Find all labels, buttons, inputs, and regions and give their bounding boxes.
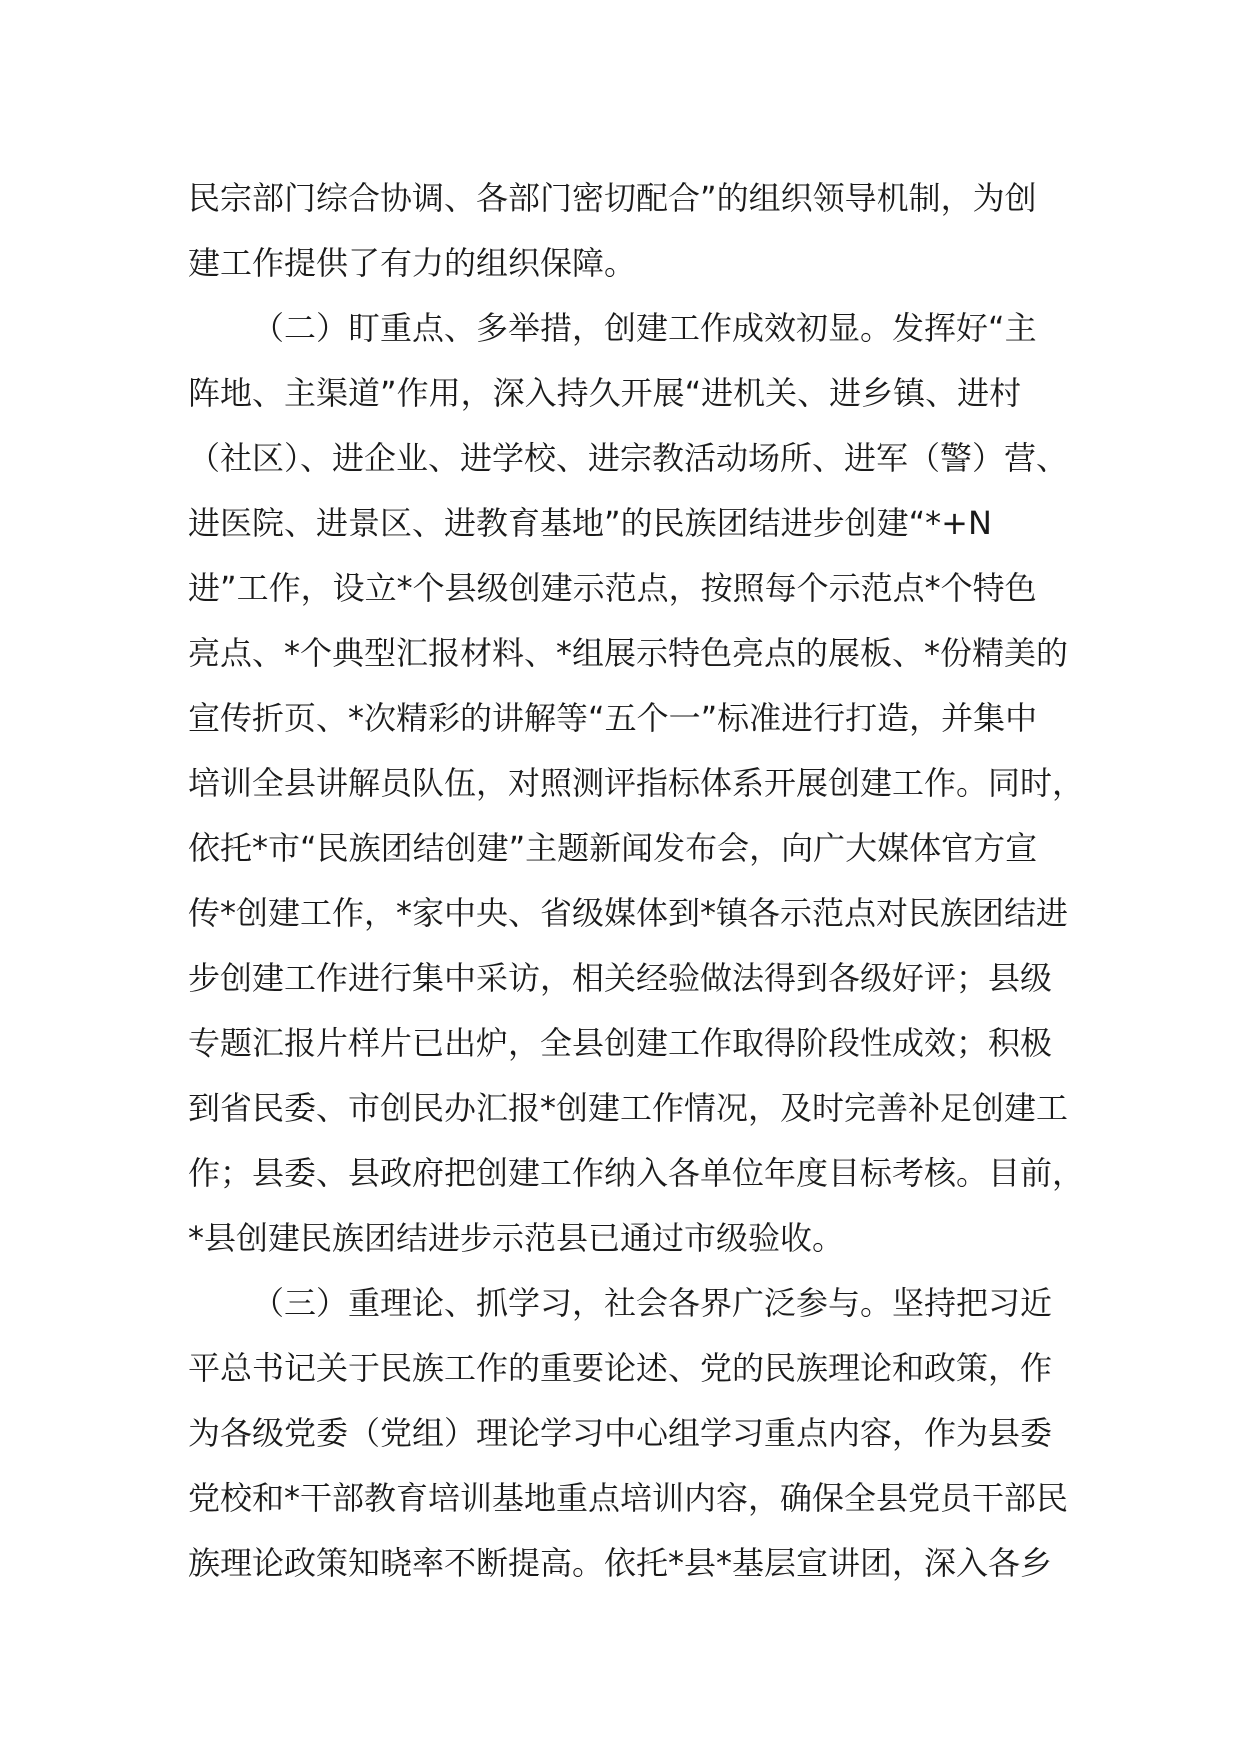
text-line: 族理论政策知晓率不断提高。依托*县*基层宣讲团，深入各乡 <box>188 1544 1053 1582</box>
text-line: 建工作提供了有力的组织保障。 <box>188 244 637 282</box>
text-line: 宣传折页、*次精彩的讲解等“五个一”标准进行打造，并集中 <box>188 699 1038 737</box>
paragraph-heading-line: （三）重理论、抓学习，社会各界广泛参与。坚持把习近 <box>252 1284 1053 1322</box>
text-line: 平总书记关于民族工作的重要论述、党的民族理论和政策，作 <box>188 1349 1053 1387</box>
document-body <box>188 166 1085 1596</box>
text-line: 进医院、进景区、进教育基地”的民族团结进步创建“*+N <box>188 504 992 542</box>
text-line: 步创建工作进行集中采访，相关经验做法得到各级好评；县级 <box>188 959 1053 997</box>
text-line: 亮点、*个典型汇报材料、*组展示特色亮点的展板、*份精美的 <box>188 634 1069 672</box>
text-line: 作；县委、县政府把创建工作纳入各单位年度目标考核。目前， <box>188 1154 1085 1192</box>
text-line: 培训全县讲解员队伍，对照测评指标体系开展创建工作。同时， <box>188 764 1085 802</box>
text-line: （社区）、进企业、进学校、进宗教活动场所、进军（警）营、 <box>188 439 1069 477</box>
text-line: 阵地、主渠道”作用，深入持久开展“进机关、进乡镇、进村 <box>188 374 1022 412</box>
text-line: 传*创建工作，*家中央、省级媒体到*镇各示范点对民族团结进 <box>188 894 1069 932</box>
text-line: 为各级党委（党组）理论学习中心组学习重点内容，作为县委 <box>188 1414 1053 1452</box>
text-line: 党校和*干部教育培训基地重点培训内容，确保全县党员干部民 <box>188 1479 1069 1517</box>
text-line: 专题汇报片样片已出炉，全县创建工作取得阶段性成效；积极 <box>188 1024 1053 1062</box>
text-line: 依托*市“民族团结创建”主题新闻发布会，向广大媒体官方宣 <box>188 829 1038 867</box>
text-line: 进”工作，设立*个县级创建示范点，按照每个示范点*个特色 <box>188 569 1037 607</box>
text-line: 到省民委、市创民办汇报*创建工作情况，及时完善补足创建工 <box>188 1089 1069 1127</box>
paragraph-heading-line: （二）盯重点、多举措，创建工作成效初显。发挥好“主 <box>252 309 1037 347</box>
text-line: *县创建民族团结进步示范县已通过市级验收。 <box>188 1219 845 1257</box>
text-line: 民宗部门综合协调、各部门密切配合”的组织领导机制，为创 <box>188 179 1037 217</box>
